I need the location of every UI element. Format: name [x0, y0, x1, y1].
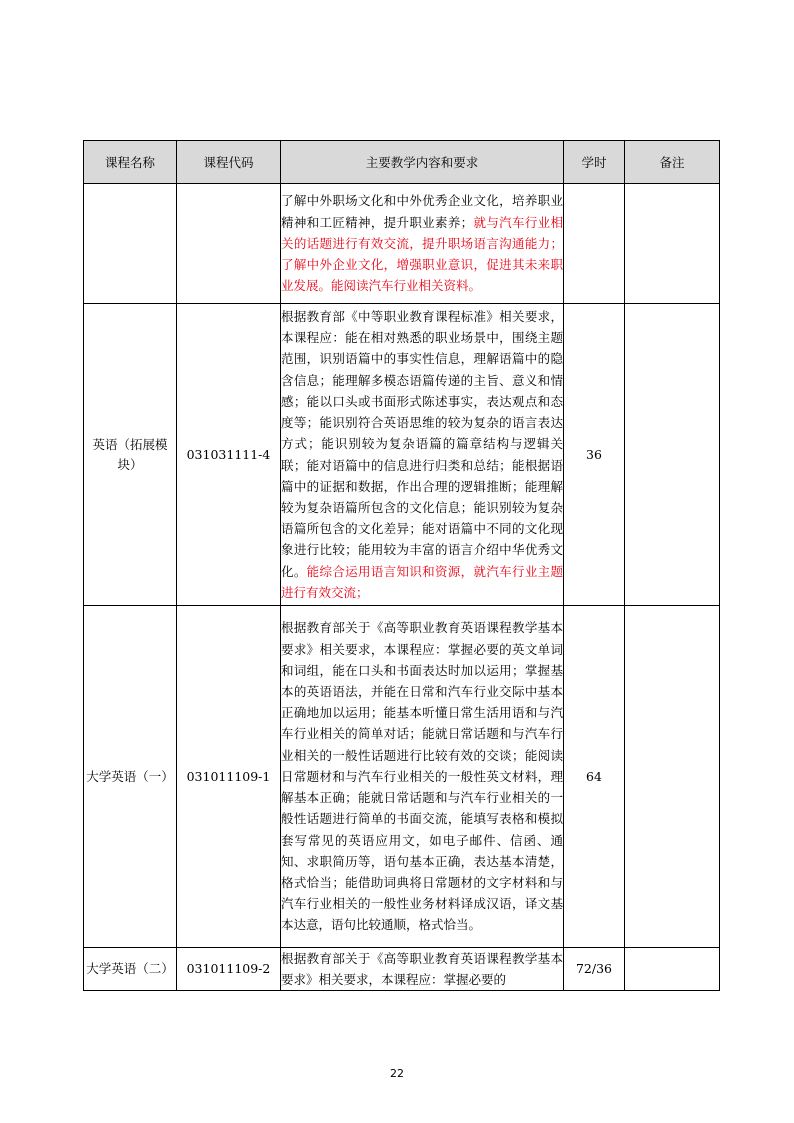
content-text: 根据教育部《中等职业教育课程标准》相关要求，本课程应：能在相对熟悉的职业场景中，围绕主题范围，识别语篇中的事实性信息，理解语篇中的隐含信息；能理解多模态语篇传递的主旨、意义和情感；能以口头或书面形式陈述事实，表达观点和态度等；能识别符合英语思维的较为复杂的语言表达方式；能识别较为复杂语篇的篇章结构与逻辑关联；能对语篇中的信息进行归类和总结；能根据语篇中的证据和数据，作出合理的逻辑推断；能理解较为复杂语篇所包含的文化信息；能识别较为复杂语篇所包含的文化差异；能对语篇中不同的文化现象进行比较；能用较为丰富的语言介绍中华优秀文化。	[281, 309, 563, 579]
page-number: 22	[390, 1067, 404, 1080]
header-course-code: 课程代码	[177, 141, 281, 184]
course-code: 031031111-4	[177, 304, 281, 606]
course-hours: 36	[564, 304, 625, 606]
course-code	[177, 184, 281, 304]
course-remark	[625, 304, 720, 606]
course-name: 英语（拓展模块）	[84, 304, 177, 606]
course-remark	[625, 606, 720, 948]
curriculum-table	[83, 140, 720, 991]
course-code: 031011109-2	[177, 948, 281, 991]
table-header-row	[84, 141, 720, 184]
header-content: 主要教学内容和要求	[281, 141, 564, 184]
course-code: 031011109-1	[177, 606, 281, 948]
table-row	[84, 304, 720, 606]
course-hours: 72/36	[564, 948, 625, 991]
course-content	[281, 948, 564, 991]
content-highlight-text: 能综合运用语言知识和资源，就汽车行业主题进行有效交流；	[281, 563, 563, 600]
course-name: 大学英语（一）	[84, 606, 177, 948]
course-content	[281, 606, 564, 948]
table-row	[84, 606, 720, 948]
content-text: 根据教育部关于《高等职业教育英语课程教学基本要求》相关要求，本课程应：掌握必要的英文单词和词组，能在口头和书面表达时加以运用；掌握基本的英语语法，并能在日常和汽车行业交际中基本正确地加以运用；能基本听懂日常生活用语和与汽车行业相关的简单对话；能就日常话题和与汽车行业相关的一般性话题进行比较有效的交谈；能阅读日常题材和与汽车行业相关的一般性英文材料，理解基本正确；能就日常话题和与汽车行业相关的一般性话题进行简单的书面交流，能填写表格和模拟套写常见的英语应用文，如电子邮件、信函、通知、求职简历等，语句基本正确，表达基本清楚，格式恰当；能借助词典将日常题材的文字材料和与汽车行业相关的一般性业务材料译成汉语，译文基本达意，语句比较通顺，格式恰当。	[281, 620, 563, 933]
course-content	[281, 184, 564, 304]
course-name	[84, 184, 177, 304]
header-hours: 学时	[564, 141, 625, 184]
course-hours: 64	[564, 606, 625, 948]
course-remark	[625, 948, 720, 991]
course-remark	[625, 184, 720, 304]
content-text: 了解中外职场文化和中外优秀企业文化，培养职业精神和工匠精神，提升职业素养；	[281, 193, 563, 230]
course-name: 大学英语（二）	[84, 948, 177, 991]
header-remark: 备注	[625, 141, 720, 184]
content-highlight-text: 就与汽车行业相关的话题进行有效交流，提升职场语言沟通能力；了解中外企业文化，增强职业意识，促进其未来职业发展。能阅读汽车行业相关资料。	[281, 214, 563, 294]
table-row	[84, 948, 720, 991]
course-content	[281, 304, 564, 606]
content-text: 根据教育部关于《高等职业教育英语课程教学基本要求》相关要求，本课程应：掌握必要的	[281, 951, 563, 988]
table-row	[84, 184, 720, 304]
header-course-name: 课程名称	[84, 141, 177, 184]
course-hours	[564, 184, 625, 304]
